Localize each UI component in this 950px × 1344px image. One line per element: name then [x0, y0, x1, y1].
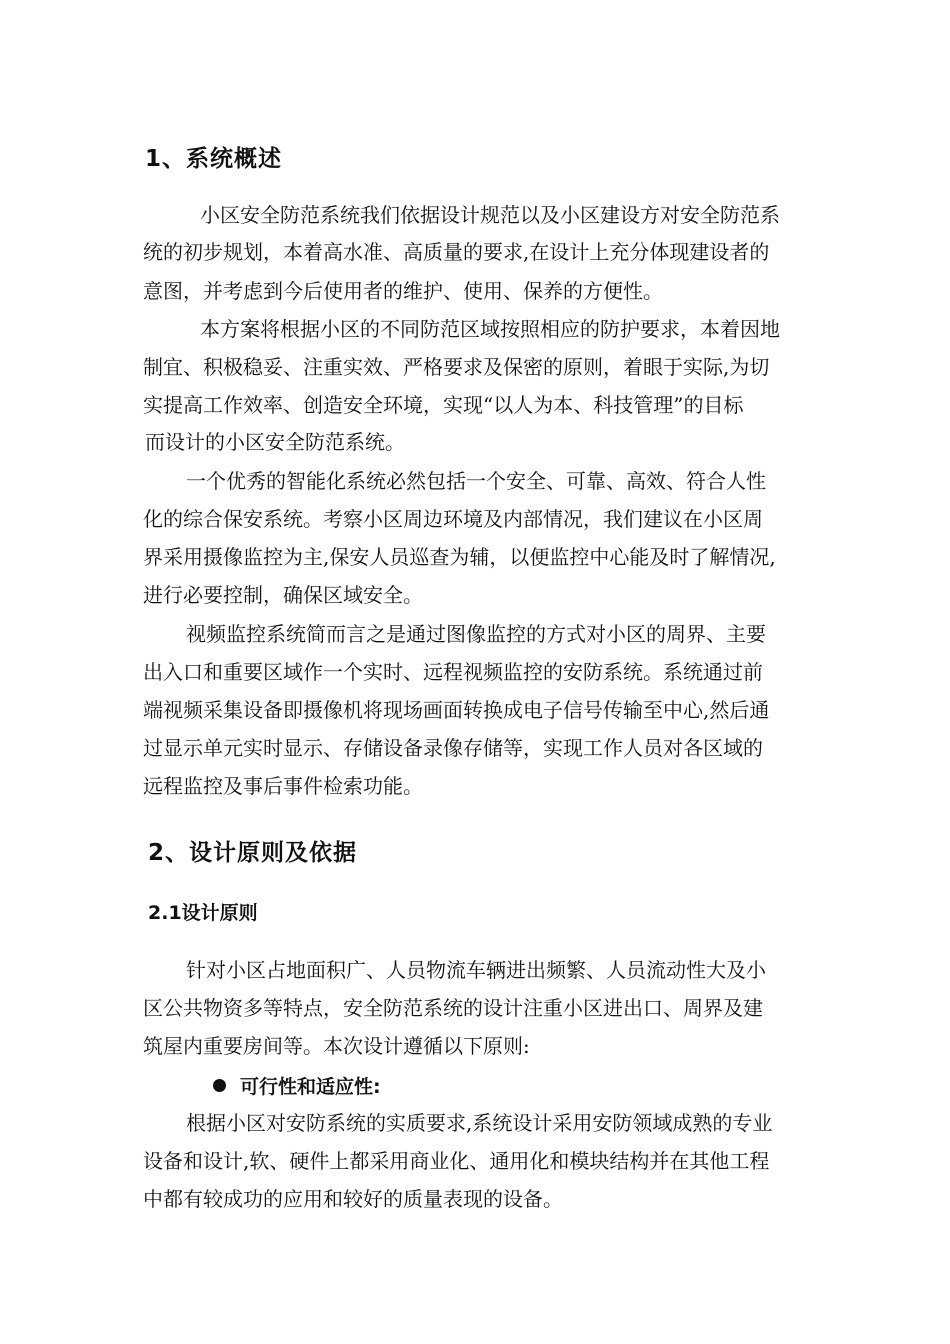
- section-1-heading: 1、系统概述: [145, 146, 283, 172]
- para-1-line-1: 小区安全防范系统我们依据设计规范以及小区建设方对安全防范系: [200, 203, 780, 227]
- para-4-line-2: 出入口和重要区域作一个实时、远程视频监控的安防系统。系统通过前: [143, 660, 763, 684]
- para-3-line-4: 进行必要控制，确保区域安全。: [143, 583, 423, 607]
- para-3-line-1: 一个优秀的智能化系统必然包括一个安全、可靠、高效、符合人性: [186, 469, 766, 493]
- para-4-line-1: 视频监控系统简而言之是通过图像监控的方式对小区的周界、主要: [186, 622, 766, 646]
- para-2-line-4: 而设计的小区安全防范系统。: [145, 430, 405, 454]
- section-2-1-heading: 2.1设计原则: [148, 902, 258, 924]
- bullet-text-line-1: 根据小区对安防系统的实质要求,系统设计采用安防领域成熟的专业: [186, 1111, 773, 1135]
- para-2-line-3: 实提高工作效率、创造安全环境，实现“以人为本、科技管理”的目标: [143, 393, 744, 417]
- bullet-item: [213, 1072, 381, 1099]
- para-2-line-2: 制宜、积极稳妥、注重实效、严格要求及保密的原则，着眼于实际,为切: [143, 355, 770, 379]
- para-4-line-3: 端视频采集设备即摄像机将现场画面转换成电子信号传输至中心,然后通: [143, 698, 770, 722]
- section-2-heading: 2、设计原则及依据: [148, 840, 358, 866]
- bullet-label: 可行性和适应性:: [240, 1076, 381, 1098]
- intro-line-3: 筑屋内重要房间等。本次设计遵循以下原则:: [143, 1034, 530, 1058]
- para-2-line-1: 本方案将根据小区的不同防范区域按照相应的防护要求，本着因地: [200, 317, 780, 341]
- bullet-dot-icon: [213, 1079, 226, 1092]
- bullet-text-line-3: 中都有较成功的应用和较好的质量表现的设备。: [143, 1187, 563, 1211]
- intro-line-2: 区公共物资多等特点，安全防范系统的设计注重小区进出口、周界及建: [143, 996, 763, 1020]
- para-3-line-2: 化的综合保安系统。考察小区周边环境及内部情况，我们建议在小区周: [143, 507, 763, 531]
- para-1-line-3: 意图，并考虑到今后使用者的维护、使用、保养的方便性。: [143, 279, 663, 303]
- bullet-text-line-2: 设备和设计,软、硬件上都采用商业化、通用化和模块结构并在其他工程: [143, 1149, 770, 1173]
- para-3-line-3: 界采用摄像监控为主,保安人员巡查为辅，以便监控中心能及时了解情况,: [143, 545, 776, 569]
- intro-line-1: 针对小区占地面积广、人员物流车辆进出频繁、人员流动性大及小: [186, 958, 766, 982]
- para-1-line-2: 统的初步规划，本着高水准、高质量的要求,在设计上充分体现建设者的: [143, 240, 770, 264]
- para-4-line-4: 过显示单元实时显示、存储设备录像存储等，实现工作人员对各区域的: [143, 736, 763, 760]
- para-4-line-5: 远程监控及事后事件检索功能。: [143, 774, 423, 798]
